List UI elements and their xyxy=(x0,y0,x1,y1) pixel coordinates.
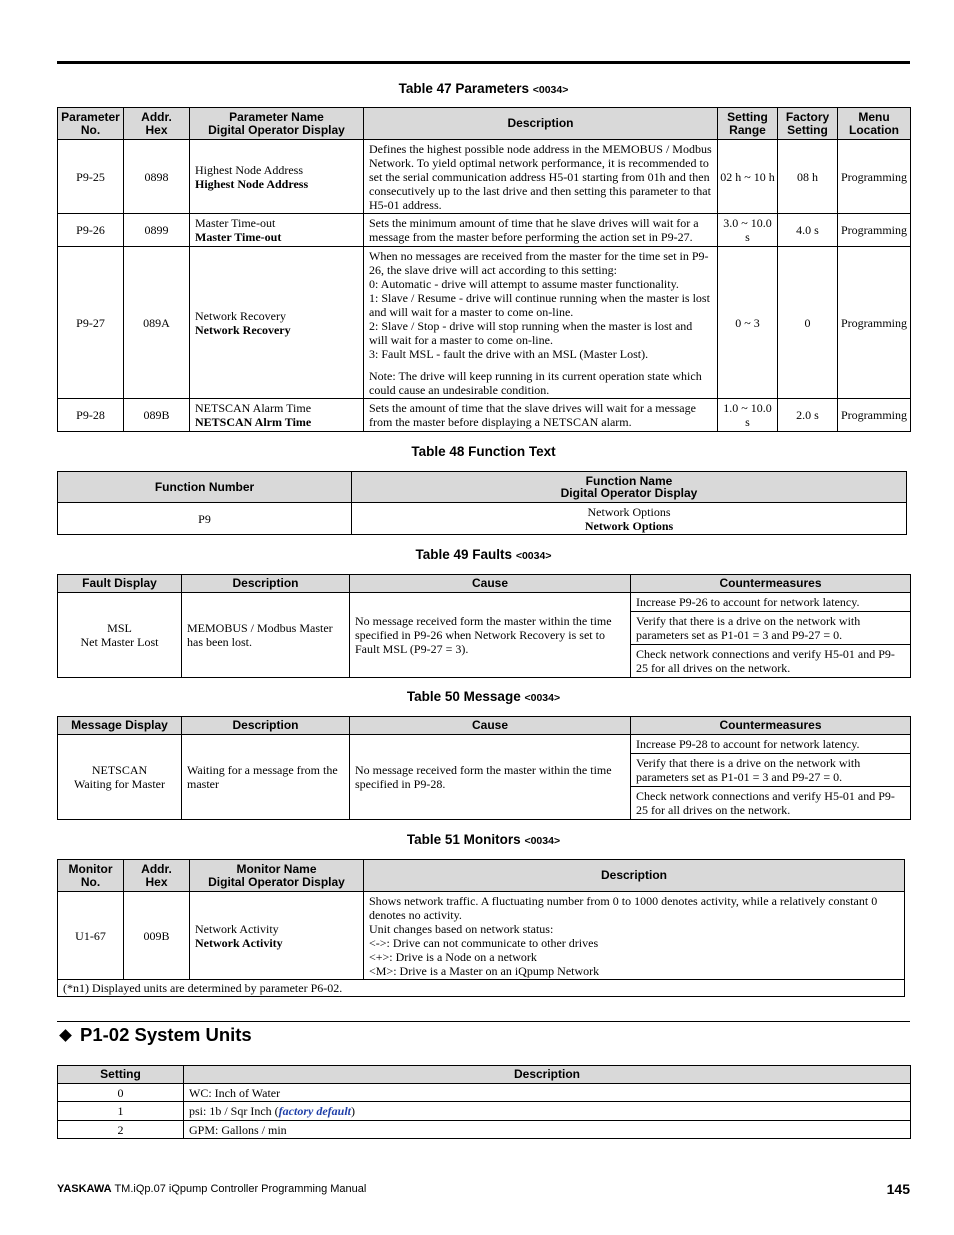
system-units-table xyxy=(57,1065,911,1139)
top-rule xyxy=(57,61,910,64)
footer-manual-title xyxy=(57,1183,366,1195)
table-49-title: Table 49 Faults xyxy=(415,547,513,562)
header-parameter-no: Parameter No. xyxy=(58,108,124,140)
monitor-name-cell xyxy=(190,892,364,980)
countermeasure-item: Increase P9-26 to account for network latency. xyxy=(631,593,910,612)
unit-setting: 0 xyxy=(58,1084,184,1102)
function-name-cell xyxy=(352,503,907,535)
header-addr-hex: Addr. Hex xyxy=(124,860,190,892)
table-47-caption xyxy=(57,81,910,96)
header-cause: Cause xyxy=(350,717,631,735)
table-48-caption xyxy=(57,444,910,459)
message-description: Waiting for a message from the master xyxy=(182,735,350,820)
message-table xyxy=(57,716,911,820)
header-parameter-name: Parameter Name Digital Operator Display xyxy=(190,108,364,140)
param-range: 3.0 ~ 10.0 s xyxy=(718,214,778,247)
param-name-cell xyxy=(190,399,364,432)
header-menu-location: Menu Location xyxy=(838,108,911,140)
param-factory: 08 h xyxy=(778,140,838,214)
countermeasure-item: Check network connections and verify H5-01 and P9-25 for all drives on the network. xyxy=(636,647,895,675)
section-heading xyxy=(57,1024,252,1046)
param-factory: 0 xyxy=(778,247,838,399)
param-addr: 089A xyxy=(124,247,190,399)
param-name-cell xyxy=(190,140,364,214)
header-setting: Setting xyxy=(58,1066,184,1084)
table-48-title: Table 48 Function Text xyxy=(411,444,556,459)
table-47-title: Table 47 Parameters xyxy=(398,81,529,96)
table-row xyxy=(58,1102,911,1121)
param-menu: Programming xyxy=(838,140,911,214)
header-cause: Cause xyxy=(350,575,631,593)
header-description: Description xyxy=(184,1066,911,1084)
param-range: 02 h ~ 10 h xyxy=(718,140,778,214)
footer-brand: YASKAWA xyxy=(57,1183,112,1195)
table-51-tag: <0034> xyxy=(524,835,561,847)
table-row xyxy=(58,503,907,535)
table-header-row xyxy=(58,575,911,593)
param-name-cell xyxy=(190,247,364,399)
fault-description: MEMOBUS / Modbus Master has been lost. xyxy=(182,593,350,678)
fault-display: MSL Net Master Lost xyxy=(58,593,182,678)
table-row xyxy=(58,399,911,432)
table-row xyxy=(58,735,911,820)
param-addr: 0899 xyxy=(124,214,190,247)
unit-setting: 2 xyxy=(58,1121,184,1139)
table-row xyxy=(58,247,911,399)
table-50-tag: <0034> xyxy=(524,692,561,704)
table-footnote: (*n1) Displayed units are determined by parameter P6-02. xyxy=(58,980,905,997)
monitor-no: U1-67 xyxy=(58,892,124,980)
function-name: Network Options xyxy=(587,504,671,519)
unit-setting: 1 xyxy=(58,1102,184,1121)
param-menu: Programming xyxy=(838,214,911,247)
unit-description: GPM: Gallons / min xyxy=(184,1121,911,1139)
table-row xyxy=(58,140,911,214)
param-no: P9-26 xyxy=(58,214,124,247)
param-name: Network Recovery xyxy=(195,308,286,323)
param-description: When no messages are received from the master for the time set in P9-26, the slave drive will act according to this setting: 0: Automatic - drive will attempt to assume master functionality. 1: Slave / Resume - drive will continue running when the master is lost and will wait for a master to come on-line. 2: Slave / Stop - drive will stop running when the master is lost and will wait for a master to come on-line. 3: Fault MSL - fault the drive with an MSL (Master Lost). Note: The drive will keep running in its current operation state which could cause an undesirable condition. xyxy=(364,247,718,399)
header-description: Description xyxy=(182,575,350,593)
param-menu: Programming xyxy=(838,247,911,399)
faults-table xyxy=(57,574,911,678)
header-setting-range: Setting Range xyxy=(718,108,778,140)
function-number: P9 xyxy=(58,503,352,535)
message-countermeasures xyxy=(631,735,911,820)
table-row xyxy=(58,1121,911,1139)
unit-description: psi: 1b / Sqr Inch (factory default) xyxy=(184,1102,911,1121)
param-addr: 089B xyxy=(124,399,190,432)
param-range: 0 ~ 3 xyxy=(718,247,778,399)
header-message-display: Message Display xyxy=(58,717,182,735)
param-menu: Programming xyxy=(838,399,911,432)
countermeasure-item: Check network connections and verify H5-01 and P9-25 for all drives on the network. xyxy=(636,789,895,817)
table-header-row xyxy=(58,1066,911,1084)
header-function-name: Function Name Digital Operator Display xyxy=(352,472,907,503)
header-function-number: Function Number xyxy=(58,472,352,503)
header-factory-setting: Factory Setting xyxy=(778,108,838,140)
diamond-bullet-icon xyxy=(59,1029,72,1042)
param-factory: 4.0 s xyxy=(778,214,838,247)
header-monitor-name: Monitor Name Digital Operator Display xyxy=(190,860,364,892)
param-name: Master Time-out xyxy=(195,216,276,230)
header-description: Description xyxy=(182,717,350,735)
param-range: 1.0 ~ 10.0 s xyxy=(718,399,778,432)
fault-countermeasures xyxy=(631,593,911,678)
param-name-cell xyxy=(190,214,364,247)
table-footnote-row xyxy=(58,980,905,997)
header-addr-hex: Addr. Hex xyxy=(124,108,190,140)
monitor-name: Network Activity xyxy=(195,921,279,936)
param-no: P9-28 xyxy=(58,399,124,432)
table-49-tag: <0034> xyxy=(515,550,552,562)
monitor-description: Shows network traffic. A fluctuating number from 0 to 1000 denotes activity, while a relatively constant 0 denotes no activity. Unit changes based on network status: <->: Drive can not communicate to other drives <+>: Drive is a Node on a network <M>: Drive is a Master on an iQpump Network xyxy=(364,892,905,980)
function-display: Network Options xyxy=(584,518,674,533)
table-50-caption xyxy=(57,689,910,704)
param-no: P9-27 xyxy=(58,247,124,399)
page-number: 145 xyxy=(886,1181,910,1197)
table-row xyxy=(58,1084,911,1102)
param-display: Highest Node Address xyxy=(195,176,309,191)
countermeasure-item: Verify that there is a drive on the network with parameters set as P1-01 = 3 and P9-27 = 0. xyxy=(631,754,910,787)
table-51-caption xyxy=(57,832,910,847)
table-header-row xyxy=(58,717,911,735)
factory-default-label: factory default xyxy=(278,1104,351,1118)
fault-cause: No message received form the master within the time specified in P9-26 when Network Recovery is set to Fault MSL (P9-27 = 3). xyxy=(350,593,631,678)
param-factory: 2.0 s xyxy=(778,399,838,432)
param-name: Highest Node Address xyxy=(195,162,303,177)
countermeasure-item: Increase P9-28 to account for network latency. xyxy=(631,735,910,754)
footer-manual: TM.iQp.07 iQpump Controller Programming Manual xyxy=(111,1183,367,1195)
param-description: Defines the highest possible node address in the MEMOBUS / Modbus Network. To yield optimal network performance, it is recommended to set the serial communication address H5-01 starting from 01h and then consecutively up to the last drive and then setting this parameter to that H5-01 address. xyxy=(364,140,718,214)
message-cause: No message received form the master within the time specified in P9-28. xyxy=(350,735,631,820)
param-description: Sets the minimum amount of time that he slave drives will wait for a message from the master before performing the action set in P9-27. xyxy=(364,214,718,247)
param-addr: 0898 xyxy=(124,140,190,214)
table-row xyxy=(58,892,905,980)
header-description: Description xyxy=(364,108,718,140)
table-row xyxy=(58,214,911,247)
table-header-row xyxy=(58,472,907,503)
header-fault-display: Fault Display xyxy=(58,575,182,593)
unit-description: WC: Inch of Water xyxy=(184,1084,911,1102)
countermeasure-item: Verify that there is a drive on the network with parameters set as P1-01 = 3 and P9-27 = 0. xyxy=(631,612,910,645)
section-title: P1-02 System Units xyxy=(80,1024,252,1045)
table-header-row xyxy=(58,108,911,140)
param-no: P9-25 xyxy=(58,140,124,214)
table-49-caption xyxy=(57,547,910,562)
section-rule xyxy=(57,1021,910,1022)
function-text-table xyxy=(57,471,907,535)
param-description: Sets the amount of time that the slave drives will wait for a message from the master before displaying a NETSCAN alarm. xyxy=(364,399,718,432)
parameters-table xyxy=(57,107,911,432)
param-display: Network Recovery xyxy=(195,322,291,337)
table-50-title: Table 50 Message xyxy=(406,689,521,704)
table-47-tag: <0034> xyxy=(532,84,569,96)
param-name: NETSCAN Alarm Time xyxy=(195,401,312,415)
param-display: NETSCAN Alrm Time xyxy=(195,415,312,429)
table-header-row xyxy=(58,860,905,892)
table-row xyxy=(58,593,911,678)
header-countermeasures: Countermeasures xyxy=(631,717,911,735)
table-51-title: Table 51 Monitors xyxy=(406,832,521,847)
param-note: Note: The drive will keep running in its current operation state which could cause an undesirable condition. xyxy=(369,368,702,397)
message-display: NETSCAN Waiting for Master xyxy=(58,735,182,820)
header-description: Description xyxy=(364,860,905,892)
header-countermeasures: Countermeasures xyxy=(631,575,911,593)
monitor-addr: 009B xyxy=(124,892,190,980)
monitors-table xyxy=(57,859,905,997)
param-display: Master Time-out xyxy=(195,230,282,244)
header-monitor-no: Monitor No. xyxy=(58,860,124,892)
monitor-display: Network Activity xyxy=(195,935,283,950)
